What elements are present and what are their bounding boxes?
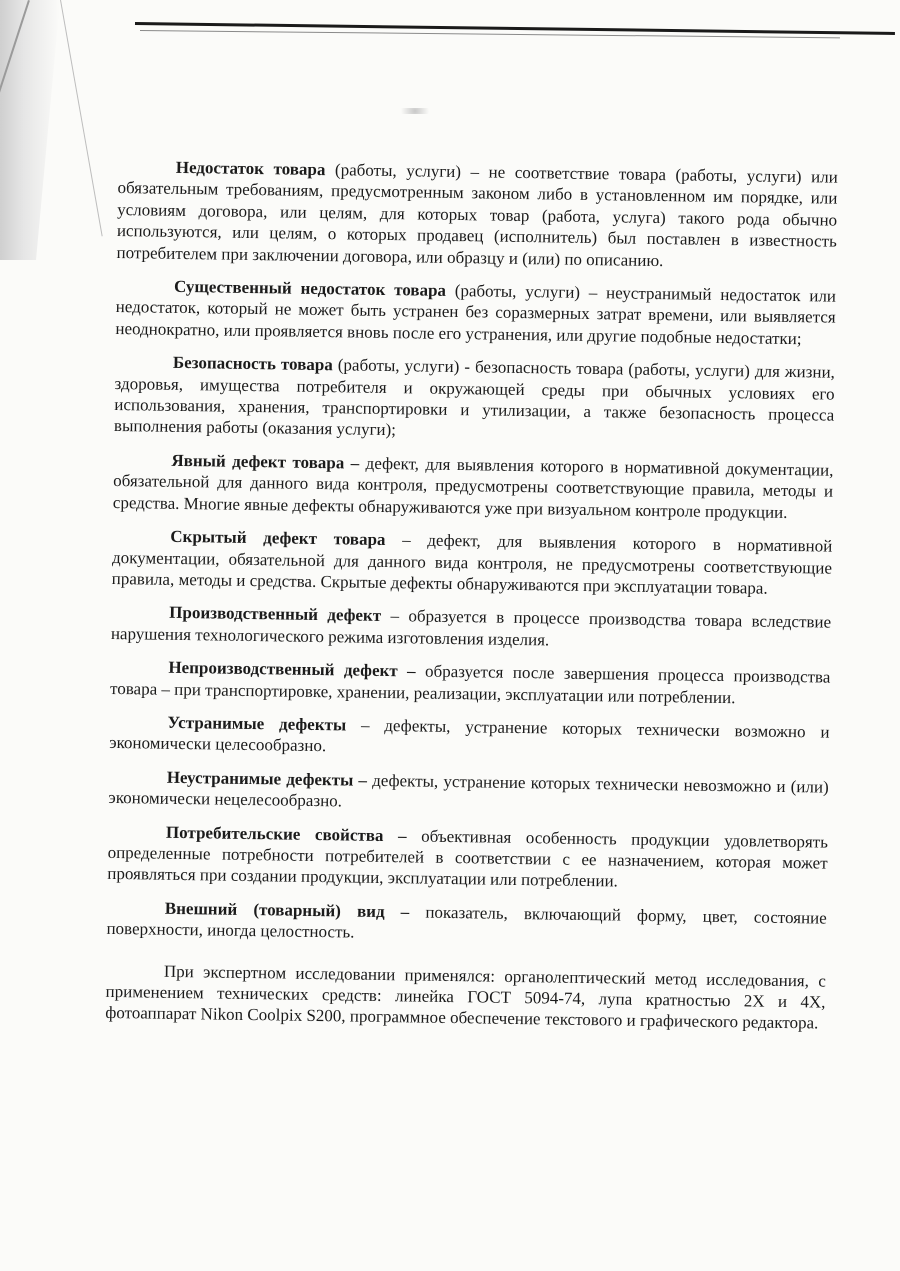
- definition-term: Устранимые дефекты: [167, 712, 347, 735]
- definition-text: (работы, услуги) – не соответствие товара (работы, услуги) или обязательным требованиям, предусмотренным законом либо в установленном им порядке, или условиям договора, или целям, для которых товар (работа, услуга) такого рода обычно используются, или целям, о которых продавец (исполнитель) был поставлен в известность потребителем при заключении договора, или образцу и (или) по описанию.: [116, 160, 838, 270]
- definition-paragraph: [109, 711, 830, 764]
- definition-text: показатель, включающий форму, цвет, состояние поверхности, иногда целостность.: [106, 902, 827, 942]
- methods-paragraph: При экспертном исследовании применялся: органолептический метод исследования, с применением технических средств: линейка ГОСТ 5094-74, лупа кратностью 2Х и 4Х, фотоаппарат Nikon Coolpix S200, программное обеспечение текстового и графического редактора.: [105, 961, 826, 1033]
- definition-term: Скрытый дефект товара: [170, 526, 386, 550]
- definition-text: образуется после завершения процесса производства товара – при транспортировке, хранении, реализации, эксплуатации или потреблении.: [109, 661, 831, 707]
- definition-paragraph: [108, 766, 829, 819]
- definition-text: объективная особенность продукции удовлетворять определенные потребности потребителей в соответствии с ее назначением, которая может проявляться при создании продукции, эксплуатации или потреблении.: [107, 825, 829, 891]
- definition-term: Недостаток товара: [175, 157, 326, 180]
- scan-shadow-left: [0, 0, 60, 260]
- definition-term: Существенный недостаток товара: [173, 276, 447, 300]
- definition-term: Явный дефект товара –: [171, 450, 360, 473]
- definition-term: Внешний (товарный) вид –: [164, 898, 410, 922]
- definition-term: Производственный дефект: [169, 603, 382, 626]
- definition-paragraph: [115, 275, 836, 350]
- definition-paragraph: [114, 351, 835, 447]
- definition-text: – дефект, для выявления которого в нормативной документации, обязательной для данного вида контроля, не предусмотрены соответствующие правила, методы и средства. Скрытые дефекты обнаруживаются при эксплуатации товара.: [111, 530, 833, 598]
- definition-term: Безопасность товара: [172, 353, 333, 375]
- scan-fold-line-secondary: [60, 0, 103, 236]
- scan-speck: [395, 108, 435, 114]
- definition-paragraph: [110, 656, 831, 709]
- definition-term: Неустранимые дефекты –: [166, 767, 368, 790]
- definition-text: (работы, услуги) – неустранимый недостаток или недостаток, который не может быть устранен без соразмерных затрат времени, или выявляется неоднократно, или проявляется вновь после его устранения, или другие подобные недостатки;: [115, 280, 837, 349]
- definition-paragraph: [106, 897, 827, 950]
- definition-term: Потребительские свойства –: [165, 822, 407, 845]
- definition-paragraph: [111, 601, 832, 654]
- definition-paragraph: [112, 525, 833, 600]
- definition-text: – дефекты, устранение которых технически возможно и экономически целесообразно.: [109, 715, 830, 756]
- definition-text: – образуется в процессе производства товара вследствие нарушения технологического режима изготовления изделия.: [110, 606, 832, 650]
- definition-term: Непроизводственный дефект –: [168, 657, 416, 681]
- definition-paragraph: [116, 156, 838, 274]
- definition-text: дефекты, устранение которых технически невозможно и (или) экономически нецелесообразно.: [108, 770, 829, 811]
- definition-text: дефект, для выявления которого в нормативной документации, обязательной для данного вида контроля, предусмотрены соответствующие правила, методы и средства. Многие явные дефекты обнаруживаются уже при визуальном контроле продукции.: [112, 453, 834, 522]
- definition-text: (работы, услуги) - безопасность товара (работы, услуги) для жизни, здоровья, имущества потребителя и окружающей среды при обычных условиях его использования, хранения, транспортировки и утилизации, а также безопасность процесса выполнения работы (оказания услуги);: [113, 355, 836, 440]
- definition-paragraph: [107, 820, 828, 895]
- document-body: [105, 156, 838, 1046]
- definition-paragraph: [113, 449, 834, 524]
